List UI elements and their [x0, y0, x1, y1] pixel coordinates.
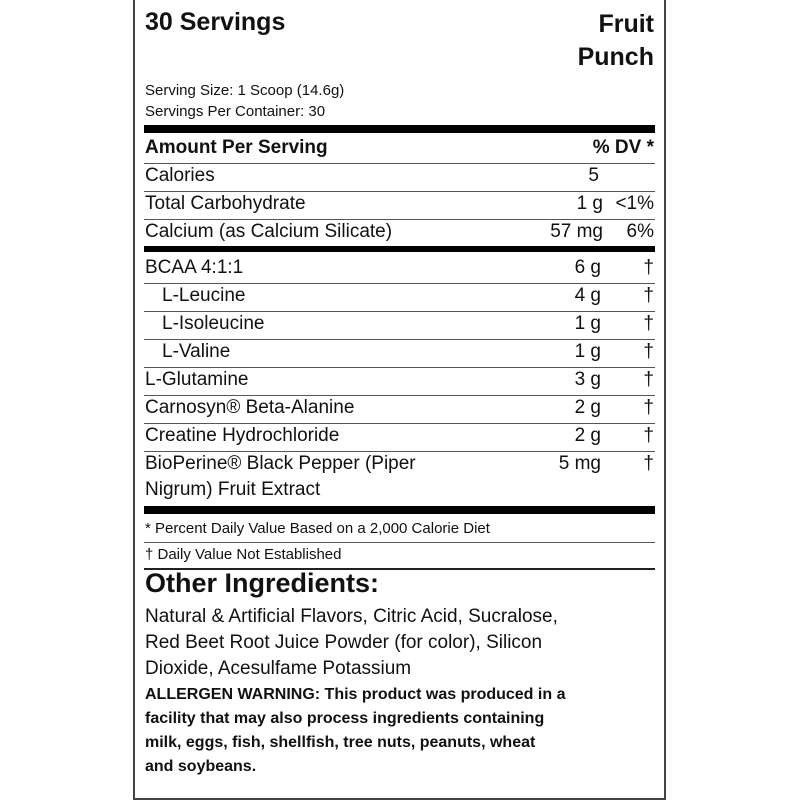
nutrient-amount: 5: [588, 165, 599, 186]
allergen-line: ALLERGEN WARNING: This product was produced in a: [145, 686, 566, 703]
ingredient-name: L-Glutamine: [145, 369, 249, 390]
flavor-line-1: Fruit: [598, 10, 654, 38]
divider: [144, 395, 655, 396]
ingredient-dv: †: [643, 257, 654, 278]
divider: [144, 451, 655, 452]
ingredient-name: Creatine Hydrochloride: [145, 425, 340, 446]
footnote-not-established: † Daily Value Not Established: [145, 546, 342, 563]
amount-per-serving-label: Amount Per Serving: [145, 137, 328, 158]
ingredient-name: L-Isoleucine: [162, 313, 265, 334]
ingredient-dv: †: [643, 397, 654, 418]
flavor-line-2: Punch: [577, 43, 654, 71]
ingredient-amount: 5 mg: [558, 453, 601, 474]
other-ingredients-line: Dioxide, Acesulfame Potassium: [145, 658, 412, 679]
ingredient-name-line-2: Nigrum) Fruit Extract: [145, 479, 321, 500]
other-ingredients-title: Other Ingredients:: [145, 568, 380, 598]
ingredient-amount: 1 g: [574, 313, 601, 334]
thick-divider: [144, 506, 655, 514]
divider: [144, 367, 655, 368]
divider: [144, 339, 655, 340]
nutrient-dv: 6%: [626, 221, 654, 242]
ingredient-name: L-Leucine: [162, 285, 246, 306]
divider: [144, 542, 655, 543]
allergen-line: facility that may also process ingredients containing: [145, 710, 545, 727]
ingredient-dv: †: [643, 341, 654, 362]
nutrient-amount: 1 g: [576, 193, 603, 214]
other-ingredients-line: Natural & Artificial Flavors, Citric Acid, Sucralose,: [145, 606, 558, 627]
ingredient-amount: 6 g: [574, 257, 601, 278]
supplement-facts-panel: [133, 0, 666, 800]
nutrient-name: Calcium (as Calcium Silicate): [145, 221, 393, 242]
other-ingredients-text: [145, 604, 653, 682]
nutrient-name: Total Carbohydrate: [145, 193, 306, 214]
divider: [144, 311, 655, 312]
ingredient-dv: †: [643, 425, 654, 446]
ingredient-amount: 2 g: [574, 397, 601, 418]
serving-size: Serving Size: 1 Scoop (14.6g): [145, 82, 345, 99]
ingredient-dv: †: [643, 453, 654, 474]
thick-divider: [144, 246, 655, 252]
thick-divider: [144, 125, 655, 133]
ingredient-amount: 3 g: [574, 369, 601, 390]
ingredient-name: BioPerine® Black Pepper (Piper: [145, 453, 416, 474]
ingredient-amount: 4 g: [574, 285, 601, 306]
footnote-percent-dv: * Percent Daily Value Based on a 2,000 Calorie Diet: [145, 520, 490, 537]
divider: [144, 191, 655, 192]
servings-heading: 30 Servings: [145, 8, 286, 36]
divider: [144, 219, 655, 220]
other-ingredients-line: Red Beet Root Juice Powder (for color), Silicon: [145, 632, 543, 653]
divider: [144, 163, 655, 164]
ingredient-amount: 1 g: [574, 341, 601, 362]
panel-content: [144, 0, 655, 798]
ingredient-name: BCAA 4:1:1: [145, 257, 244, 278]
dv-header-label: % DV *: [592, 137, 654, 158]
divider: [144, 423, 655, 424]
flavor-heading: [578, 8, 654, 74]
allergen-warning: [145, 683, 653, 779]
divider: [144, 283, 655, 284]
nutrient-amount: 57 mg: [550, 221, 603, 242]
ingredient-amount: 2 g: [574, 425, 601, 446]
ingredient-name: L-Valine: [162, 341, 231, 362]
ingredient-dv: †: [643, 369, 654, 390]
allergen-line: and soybeans.: [145, 758, 257, 775]
allergen-line: milk, eggs, fish, shellfish, tree nuts, peanuts, wheat: [145, 734, 536, 751]
servings-per-container: Servings Per Container: 30: [145, 103, 326, 120]
ingredient-name: Carnosyn® Beta-Alanine: [145, 397, 355, 418]
ingredient-dv: †: [643, 285, 654, 306]
nutrient-dv: <1%: [615, 193, 654, 214]
nutrient-name: Calories: [145, 165, 215, 186]
ingredient-dv: †: [643, 313, 654, 334]
